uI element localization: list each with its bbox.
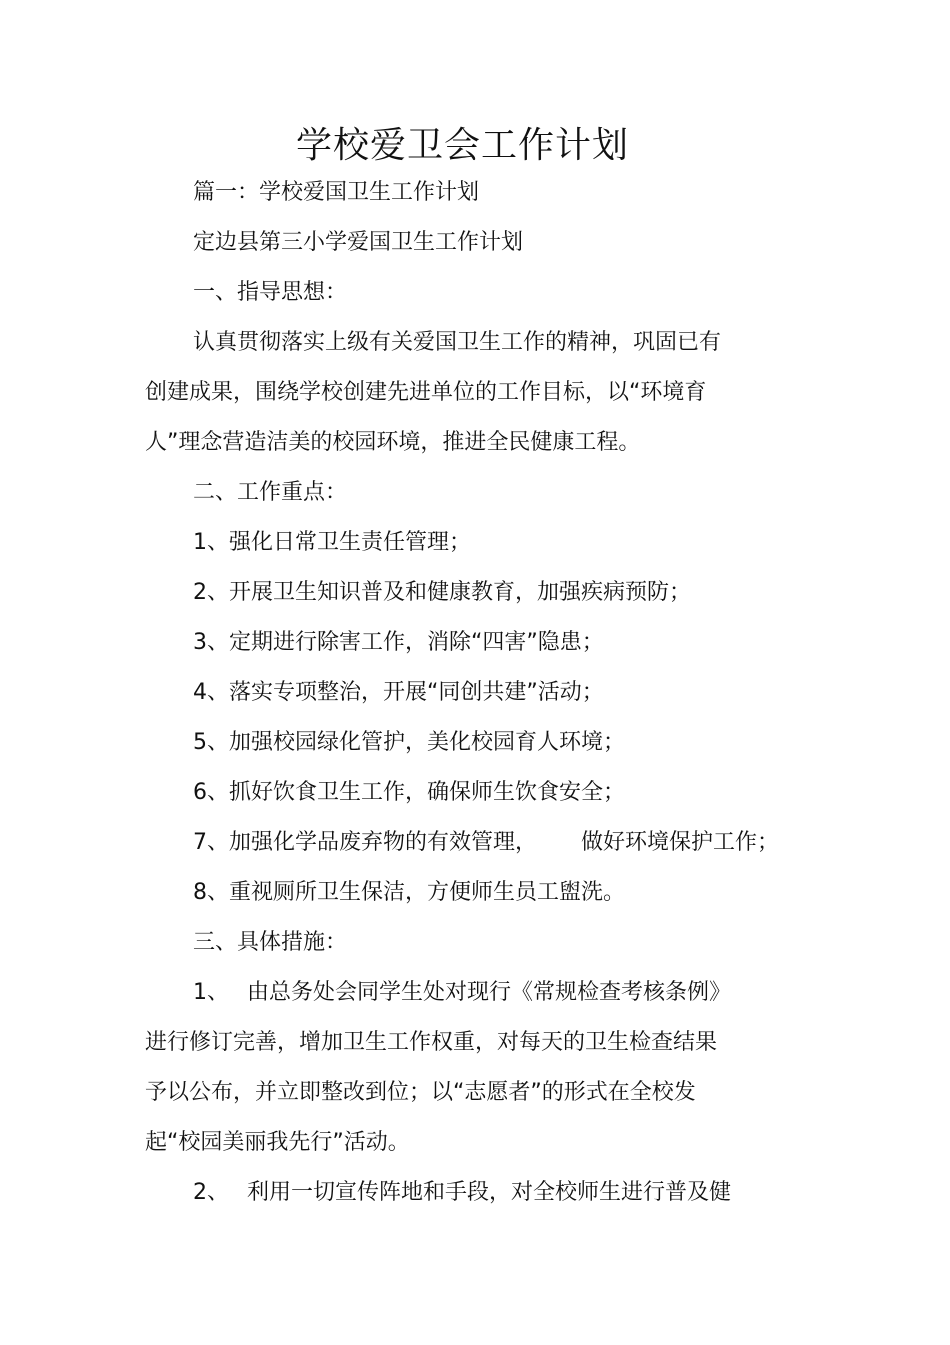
list-item: 2、开展卫生知识普及和健康教育，加强疾病预防；: [193, 580, 691, 605]
paragraph-line: 进行修订完善，增加卫生工作权重，对每天的卫生检查结果: [145, 1030, 718, 1055]
document-title: 学校爱卫会工作计划: [295, 125, 629, 166]
list-item: [193, 827, 779, 859]
paragraph-text: 由总务处会同学生处对现行《常规检查考核条例》: [247, 980, 732, 1005]
paragraph-line: [193, 977, 731, 1009]
subtitle-school-plan: 定边县第三小学爱国卫生工作计划: [193, 230, 524, 255]
section-heading-work-focus: 二、工作重点：: [193, 480, 348, 505]
paragraph-text: 利用一切宣传阵地和手段，对全校师生进行普及健: [247, 1180, 732, 1205]
section-heading-guiding-thought: 一、指导思想：: [193, 280, 348, 305]
list-item-part: 做好环境保护工作；: [581, 830, 780, 855]
list-item: 5、加强校园绿化管护，美化校园育人环境；: [193, 730, 625, 755]
list-item: 6、抓好饮食卫生工作，确保师生饮食安全；: [193, 780, 625, 805]
paragraph-line: 认真贯彻落实上级有关爱国卫生工作的精神，巩固已有: [193, 330, 722, 355]
list-item: 4、落实专项整治，开展“同创共建”活动；: [193, 680, 604, 705]
list-item: 8、重视厕所卫生保洁，方便师生员工盥洗。: [193, 880, 625, 905]
list-item: 1、强化日常卫生责任管理；: [193, 530, 471, 555]
paragraph-line: 创建成果，围绕学校创建先进单位的工作目标，以“环境育: [145, 380, 707, 405]
paragraph-line: [193, 1177, 731, 1209]
paragraph-line: 予以公布，并立即整改到位；以“志愿者”的形式在全校发: [145, 1080, 696, 1105]
paragraph-line: 人”理念营造洁美的校园环境，推进全民健康工程。: [145, 430, 641, 455]
subtitle-article-one: 篇一：学校爱国卫生工作计划: [193, 180, 480, 205]
list-item: 3、定期进行除害工作，消除“四害”隐患；: [193, 630, 604, 655]
section-heading-measures: 三、具体措施：: [193, 930, 348, 955]
paragraph-line: 起“校园美丽我先行”活动。: [145, 1130, 410, 1155]
measure-number: 2、: [193, 1180, 229, 1205]
list-item-part: 7、加强化学品废弃物的有效管理，: [193, 830, 537, 855]
measure-number: 1、: [193, 980, 229, 1005]
